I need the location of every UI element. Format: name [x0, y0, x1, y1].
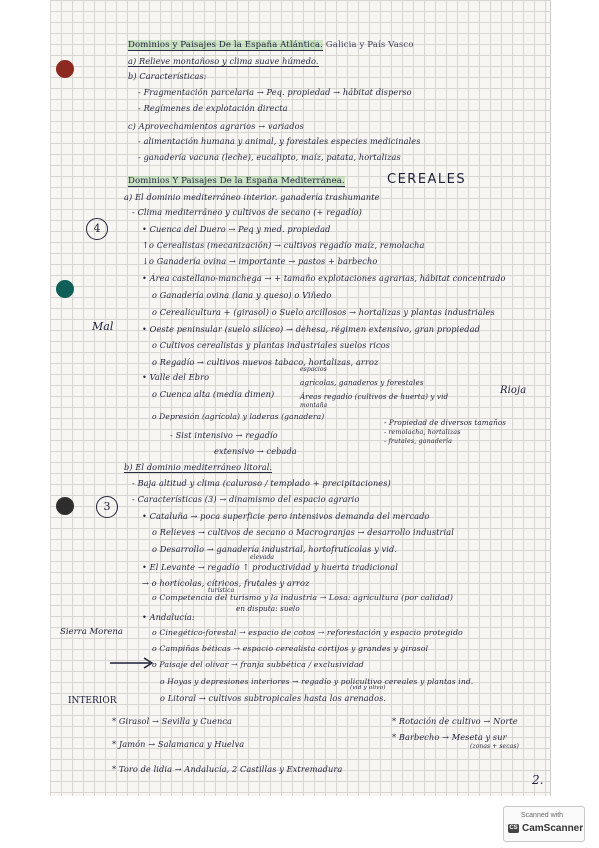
- note-line: a) Relieve montañoso y clima suave húmedo.: [128, 56, 319, 66]
- note-line: en disputa: suelo: [236, 604, 300, 613]
- note-line: * Girasol → Sevilla y Cuenca: [112, 716, 233, 726]
- note-line: * Rotación de cultivo → Norte: [392, 716, 518, 726]
- note-line: c) Aprovechamientos agrarios → variados: [128, 121, 304, 131]
- note-line: agrícolas, ganaderos y forestales: [300, 378, 424, 387]
- note-line: • Cataluña → poca superficie pero intensivos demanda del mercado: [142, 511, 430, 521]
- binder-hole: [56, 280, 74, 298]
- note-line: • Valle del Ebro: [142, 372, 210, 382]
- binder-hole: [56, 60, 74, 78]
- note-line: • Cuenca del Duero → Peq y med. propiedad: [142, 224, 331, 234]
- margin-note-interior: INTERIOR: [68, 696, 117, 706]
- note-line: o Hoyas y depresiones interiores → regadío y policultivo cereales y plantas ind.: [160, 677, 474, 686]
- number-three-mark: 3: [96, 496, 118, 518]
- note-line: * Jamón → Salamanca y Huelva: [112, 739, 245, 749]
- scanner-badge: [503, 806, 585, 842]
- note-line: o Depresión (agrícola) y laderas (ganadera): [152, 412, 325, 421]
- cereales-label: CEREALES: [387, 172, 467, 187]
- note-line: - Baja altitud y clima (caluroso / templado + precipitaciones): [132, 478, 391, 488]
- note-line: a) El dominio mediterráneo interior. ganadería trashumante: [124, 192, 380, 202]
- note-line: - ganadería vacuna (leche), eucalipto, maíz, patata, hortalizas: [138, 152, 401, 162]
- arrow-icon: [108, 656, 158, 670]
- note-line: - Fragmentación parcelaria → Peq. propiedad → hábitat disperso: [138, 87, 412, 97]
- note-line: - alimentación humana y animal, y forestales especies medicinales: [138, 136, 421, 146]
- note-line: Rioja: [500, 385, 527, 396]
- scanner-caption: Scanned with: [521, 812, 564, 819]
- note-line: montaña: [300, 402, 328, 409]
- note-line: • El Levante → regadío ↑ productividad y huerta tradicional: [142, 562, 398, 572]
- note-line: ↑o Cerealistas (mecanización) → cultivos regadío maíz, remolacha: [142, 240, 425, 250]
- note-line: (vid y olivo): [350, 685, 386, 691]
- note-line: - remolacha, hortalizas: [384, 428, 461, 436]
- margin-note-sierra-morena: Sierra Morena: [60, 627, 123, 637]
- note-line: - frutales, ganadería: [384, 437, 452, 445]
- note-line: * Toro de lidia → Andalucía, 2 Castillas y Extremadura: [112, 764, 343, 774]
- note-line: b) El dominio mediterráneo litoral.: [124, 462, 273, 472]
- note-line: - Clima mediterráneo y cultivos de secano (+ regadío): [132, 207, 362, 217]
- note-line: o Competencia del turismo y la industria → Losa: agricultura (por calidad): [152, 593, 454, 602]
- note-line: o Cinegético-forestal → espacio de cotos → reforestación y espacio protegido: [152, 628, 463, 637]
- scanner-brand: CamScanner: [522, 823, 584, 834]
- note-line: (zonas + secas): [470, 743, 519, 750]
- note-line: • Andalucía:: [142, 612, 195, 622]
- note-line: o Paisaje del olivar → franja subbética / exclusividad: [152, 660, 364, 669]
- note-line: o Ganadería ovina (lana y queso) o Viñedo: [152, 290, 332, 300]
- note-line: → o hortícolas, cítricos, frutales y arroz: [142, 578, 310, 588]
- note-line: - Sist intensivo → regadío: [170, 430, 278, 440]
- margin-note-mal: Mal: [92, 320, 114, 333]
- note-line: o Cerealicultura + (girasol) o Suelo arcillosos → hortalizas y plantas industriales: [152, 307, 495, 317]
- note-line: o Litoral → cultivos subtropicales hasta los arenados.: [160, 693, 387, 703]
- note-line: • Oeste peninsular (suelo silíceo) → dehesa, régimen extensivo, gran propiedad: [142, 324, 480, 334]
- heading-mediterranea: Dominios Y Paisajes De la España Mediterránea.: [128, 176, 345, 186]
- note-line: o Cuenca alta (media dimen): [152, 389, 275, 399]
- page-number: 2.: [532, 773, 544, 787]
- note-line: turística: [208, 587, 235, 594]
- note-line: - Propiedad de diversos tamaños: [384, 418, 507, 427]
- note-line: - Regímenes de explotación directa: [138, 103, 288, 113]
- note-line: elevada: [250, 554, 275, 561]
- note-line: Áreas regadío (cultivos de huerta) y vid: [300, 392, 449, 401]
- note-line: o Regadío → cultivos nuevos tabaco, hortalizas, arroz: [152, 357, 379, 367]
- note-line: o Campiñas béticas → espacio cerealista cortijos y grandes y girasol: [152, 644, 429, 653]
- note-line: o Desarrollo → ganadería industrial, hortofrutícolas y vid.: [152, 544, 398, 554]
- note-line: * Barbecho → Meseta y sur: [392, 732, 507, 742]
- binder-hole: [56, 497, 74, 515]
- note-line: • Área castellano-manchega → + tamaño explotaciones agrarias, hábitat concentrado: [142, 273, 506, 283]
- note-line: - Características (3) → dinamismo del espacio agrario: [132, 494, 360, 504]
- note-line: b) Características:: [128, 71, 207, 81]
- number-four-mark: 4: [86, 218, 108, 240]
- note-line: o Cultivos cerealistas y plantas industriales suelos ricos: [152, 340, 390, 350]
- note-line: espacios: [300, 366, 327, 373]
- note-line: ↓o Ganadería ovina → importante → pastos + barbecho: [142, 256, 378, 266]
- note-line: o Relieves → cultivos de secano o Macrogranjas → desarrollo industrial: [152, 527, 454, 537]
- heading-atlantica: Dominios y Paisajes De la España Atlántica. Galicia y País Vasco: [128, 40, 414, 50]
- note-line: extensivo → cebada: [214, 446, 297, 456]
- camscanner-logo-icon: CS: [509, 825, 518, 831]
